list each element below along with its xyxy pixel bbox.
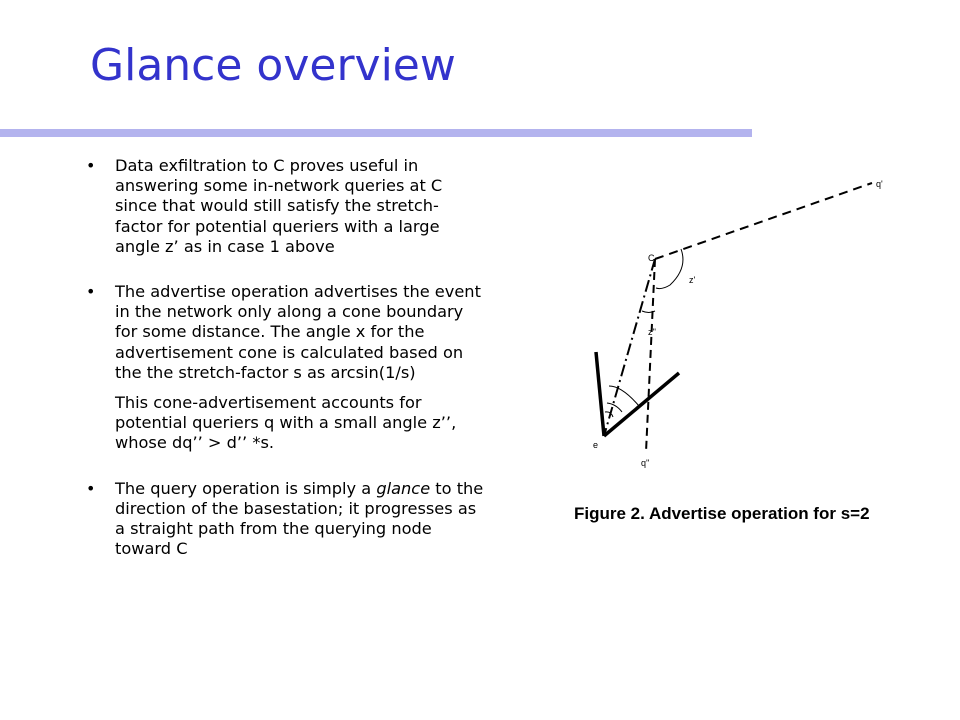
bullet-dot: • bbox=[86, 478, 96, 498]
label-q-prime: q' bbox=[876, 179, 883, 189]
bullet-dot: • bbox=[86, 282, 96, 302]
figure-caption: Figure 2. Advertise operation for s=2 bbox=[574, 504, 870, 523]
label-c: C bbox=[648, 253, 655, 263]
bullet-text-before: The query operation is simply a bbox=[115, 478, 377, 498]
bullet-text bbox=[115, 479, 484, 560]
angle-arc-cone-inner bbox=[607, 403, 622, 412]
label-q-double-prime: q'' bbox=[641, 458, 650, 468]
advertise-figure bbox=[560, 160, 940, 540]
bullet-item-advertise bbox=[84, 282, 484, 454]
advertise-diagram bbox=[560, 160, 940, 490]
label-z-prime: z' bbox=[689, 275, 696, 285]
bullet-text-after: to the direction of the basestation; it progresses as a straight path from the querying node toward C bbox=[115, 478, 484, 559]
title-underline bbox=[0, 129, 752, 137]
bullet-item-exfiltration bbox=[84, 156, 484, 257]
bullet-text: The advertise operation advertises the event in the network only along a cone boundary for some distance. The angle x for the advertisement cone is calculated based on the the stretch-factor s as arcsin(1/s) bbox=[115, 282, 481, 382]
line-c-to-q-prime bbox=[655, 183, 872, 259]
label-e: e bbox=[593, 440, 599, 450]
bullet-continuation: This cone-advertisement accounts for potential queriers q with a small angle z’’, whose dq’’ > d’’ *s. bbox=[115, 393, 457, 453]
cone-right-boundary bbox=[604, 373, 679, 436]
bullet-text-emphasis: glance bbox=[376, 478, 431, 498]
bullet-text: Data exfiltration to C proves useful in answering some in-network queries at C since that would still satisfy the stretch-factor for potential queriers with a large angle z’ as in case 1 above bbox=[115, 156, 443, 256]
bullet-list bbox=[84, 156, 484, 559]
cone-left-boundary bbox=[596, 352, 604, 436]
bullet-item-query bbox=[84, 479, 484, 560]
label-z-double-prime: z'' bbox=[648, 327, 656, 337]
slide-title: Glance overview bbox=[90, 40, 456, 91]
bullet-dot: • bbox=[86, 156, 96, 175]
